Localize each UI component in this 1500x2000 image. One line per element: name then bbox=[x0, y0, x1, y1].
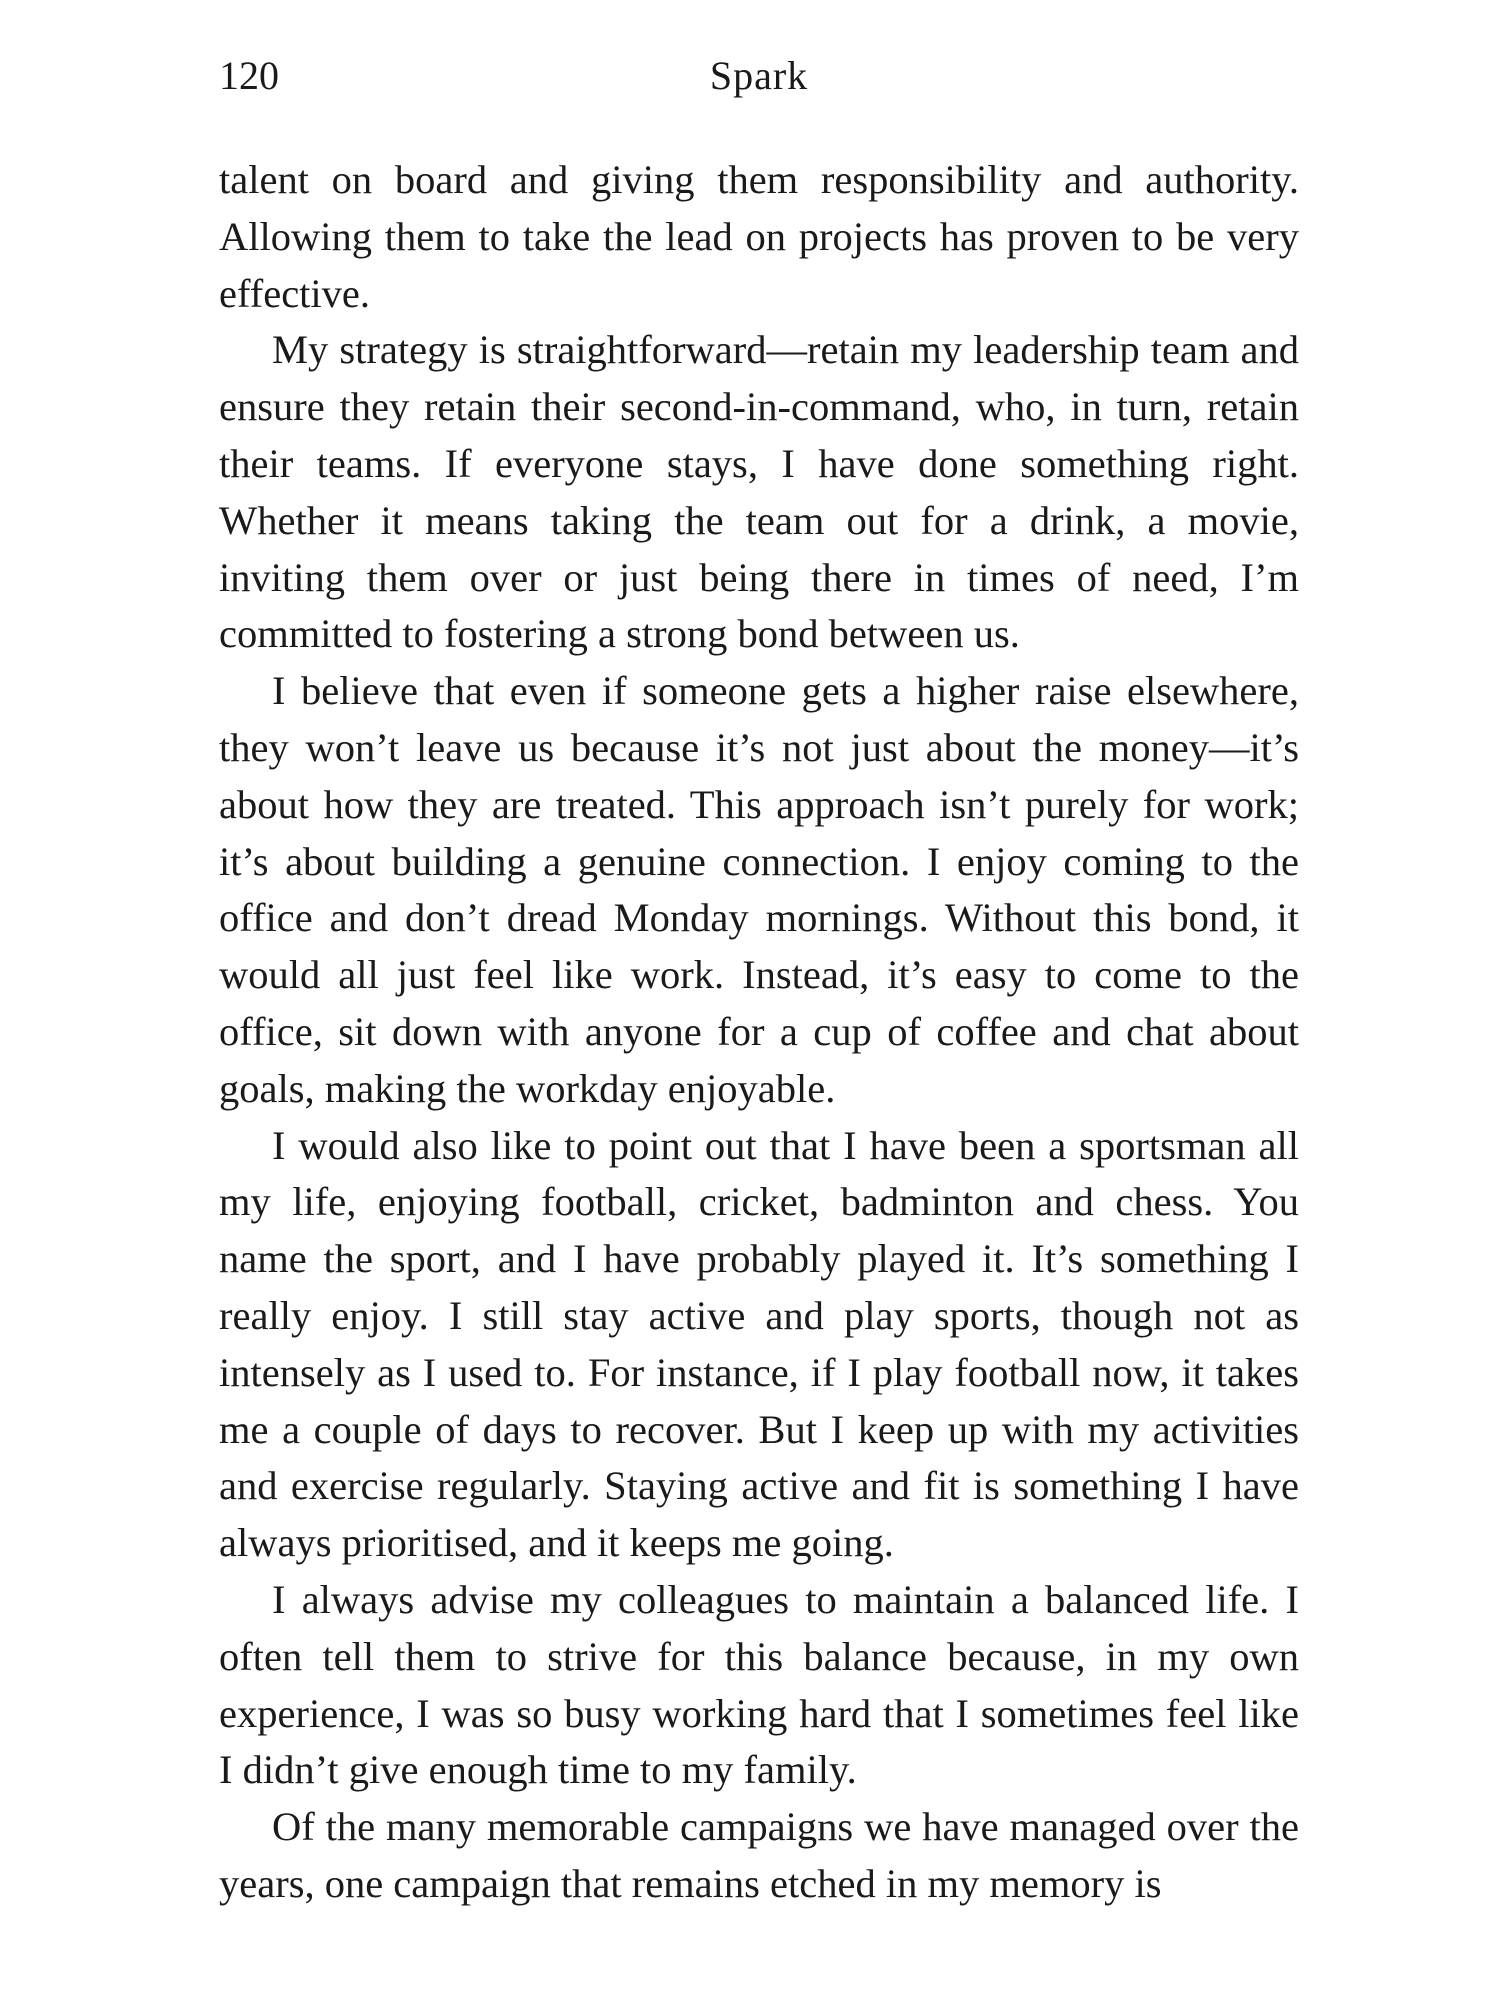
paragraph-5: I always advise my colleagues to maintain a balanced life. I often tell them to strive for this balance because, in my own experience, I was so busy working hard that I sometimes feel like I didn’t give enough time to my family. bbox=[219, 1576, 1299, 1793]
paragraph-6: Of the many memorable campaigns we have managed over the years, one campaign that remains etched in my memory is bbox=[219, 1804, 1299, 1906]
body-text bbox=[219, 152, 1299, 1913]
paragraph-3: I believe that even if someone gets a higher raise elsewhere, they won’t leave us because it’s not just about the money—it’s about how they are treated. This approach isn’t purely for work; it’s about building a genuine connection. I enjoy coming to the office and don’t dread Monday mornings. Without this bond, it would all just feel like work. Instead, it’s easy to come to the office, sit down with anyone for a cup of coffee and chat about goals, making the workday enjoyable. bbox=[219, 668, 1299, 1111]
page-number: 120 bbox=[219, 53, 279, 98]
running-title: Spark bbox=[709, 53, 809, 98]
paragraph-2: My strategy is straightforward—retain my leadership team and ensure they retain their second-in-command, who, in turn, retain their teams. If everyone stays, I have done something right. Whether it means taking the team out for a drink, a movie, inviting them over or just being there in times of need, I’m committed to fostering a strong bond between us. bbox=[219, 327, 1299, 657]
paragraph-1: talent on board and giving them responsibility and authority. Allowing them to take the lead on projects has proven to be very effective. bbox=[219, 157, 1299, 316]
paragraph-4: I would also like to point out that I have been a sportsman all my life, enjoying football, cricket, badminton and chess. You name the sport, and I have probably played it. It’s something I really enjoy. I still stay active and play sports, though not as intensely as I used to. For instance, if I play football now, it takes me a couple of days to recover. But I keep up with my activities and exercise regularly. Staying active and fit is something I have always prioritised, and it keeps me going. bbox=[219, 1122, 1299, 1566]
running-head bbox=[219, 46, 1299, 106]
